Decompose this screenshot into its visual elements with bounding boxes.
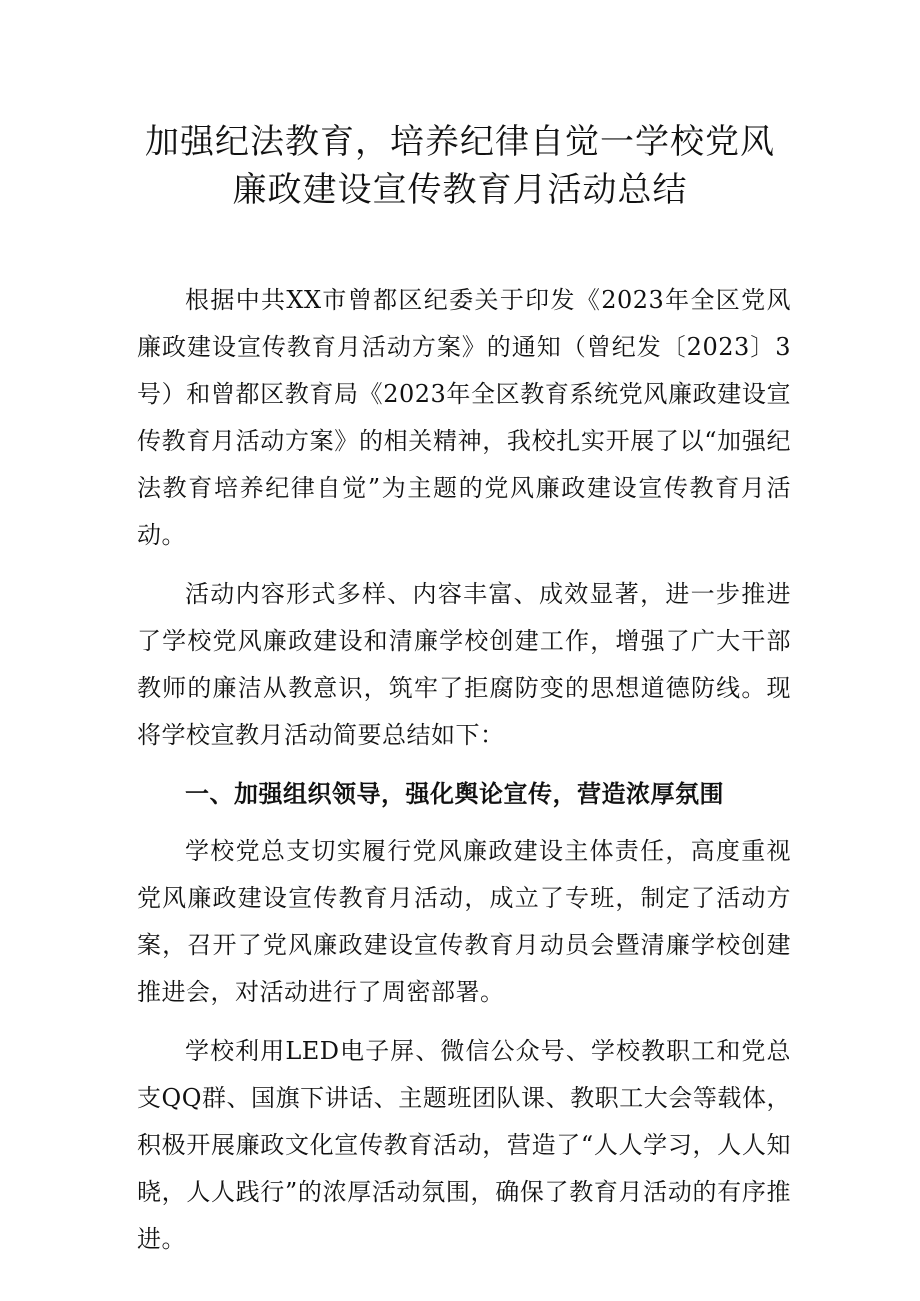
section-1-paragraph-2: 学校利用LED电子屏、微信公众号、学校教职工和党总支QQ群、国旗下讲话、主题班团队课、教职工大会等载体，积极开展廉政文化宣传教育活动，营造了“人人学习，人人知晓，人人践行”的浓厚活动氛围，确保了教育月活动的有序推进。: [137, 1037, 791, 1253]
title-line-1: 加强纪法教育，培养纪律自觉一学校党风: [145, 122, 775, 162]
title-line-2: 廉政建设宣传教育月活动总结: [232, 170, 688, 210]
intro-paragraph-2: 活动内容形式多样、内容丰富、成效显著，进一步推进了学校党风廉政建设和清廉学校创建工作，增强了广大干部教师的廉洁从教意识，筑牢了拒腐防变的思想道德防线。现将学校宣教月活动简要总结如下：: [137, 580, 791, 749]
section-1-heading: 一、加强组织领导，强化舆论宣传，营造浓厚氛围: [185, 780, 724, 808]
document-title: [120, 118, 800, 214]
document-body: [137, 277, 791, 1275]
section-1-paragraph-1: 学校党总支切实履行党风廉政建设主体责任，高度重视党风廉政建设宣传教育月活动，成立了专班，制定了活动方案，召开了党风廉政建设宣传教育月动员会暨清廉学校创建推进会，对活动进行了周密部署。: [137, 837, 791, 1006]
intro-paragraph-1: 根据中共XX市曾都区纪委关于印发《2023年全区党风廉政建设宣传教育月活动方案》的通知（曾纪发〔2023〕3号）和曾都区教育局《2023年全区教育系统党风廉政建设宣传教育月活动方案》的相关精神，我校扎实开展了以“加强纪法教育培养纪律自觉”为主题的党风廉政建设宣传教育月活动。: [137, 286, 791, 549]
